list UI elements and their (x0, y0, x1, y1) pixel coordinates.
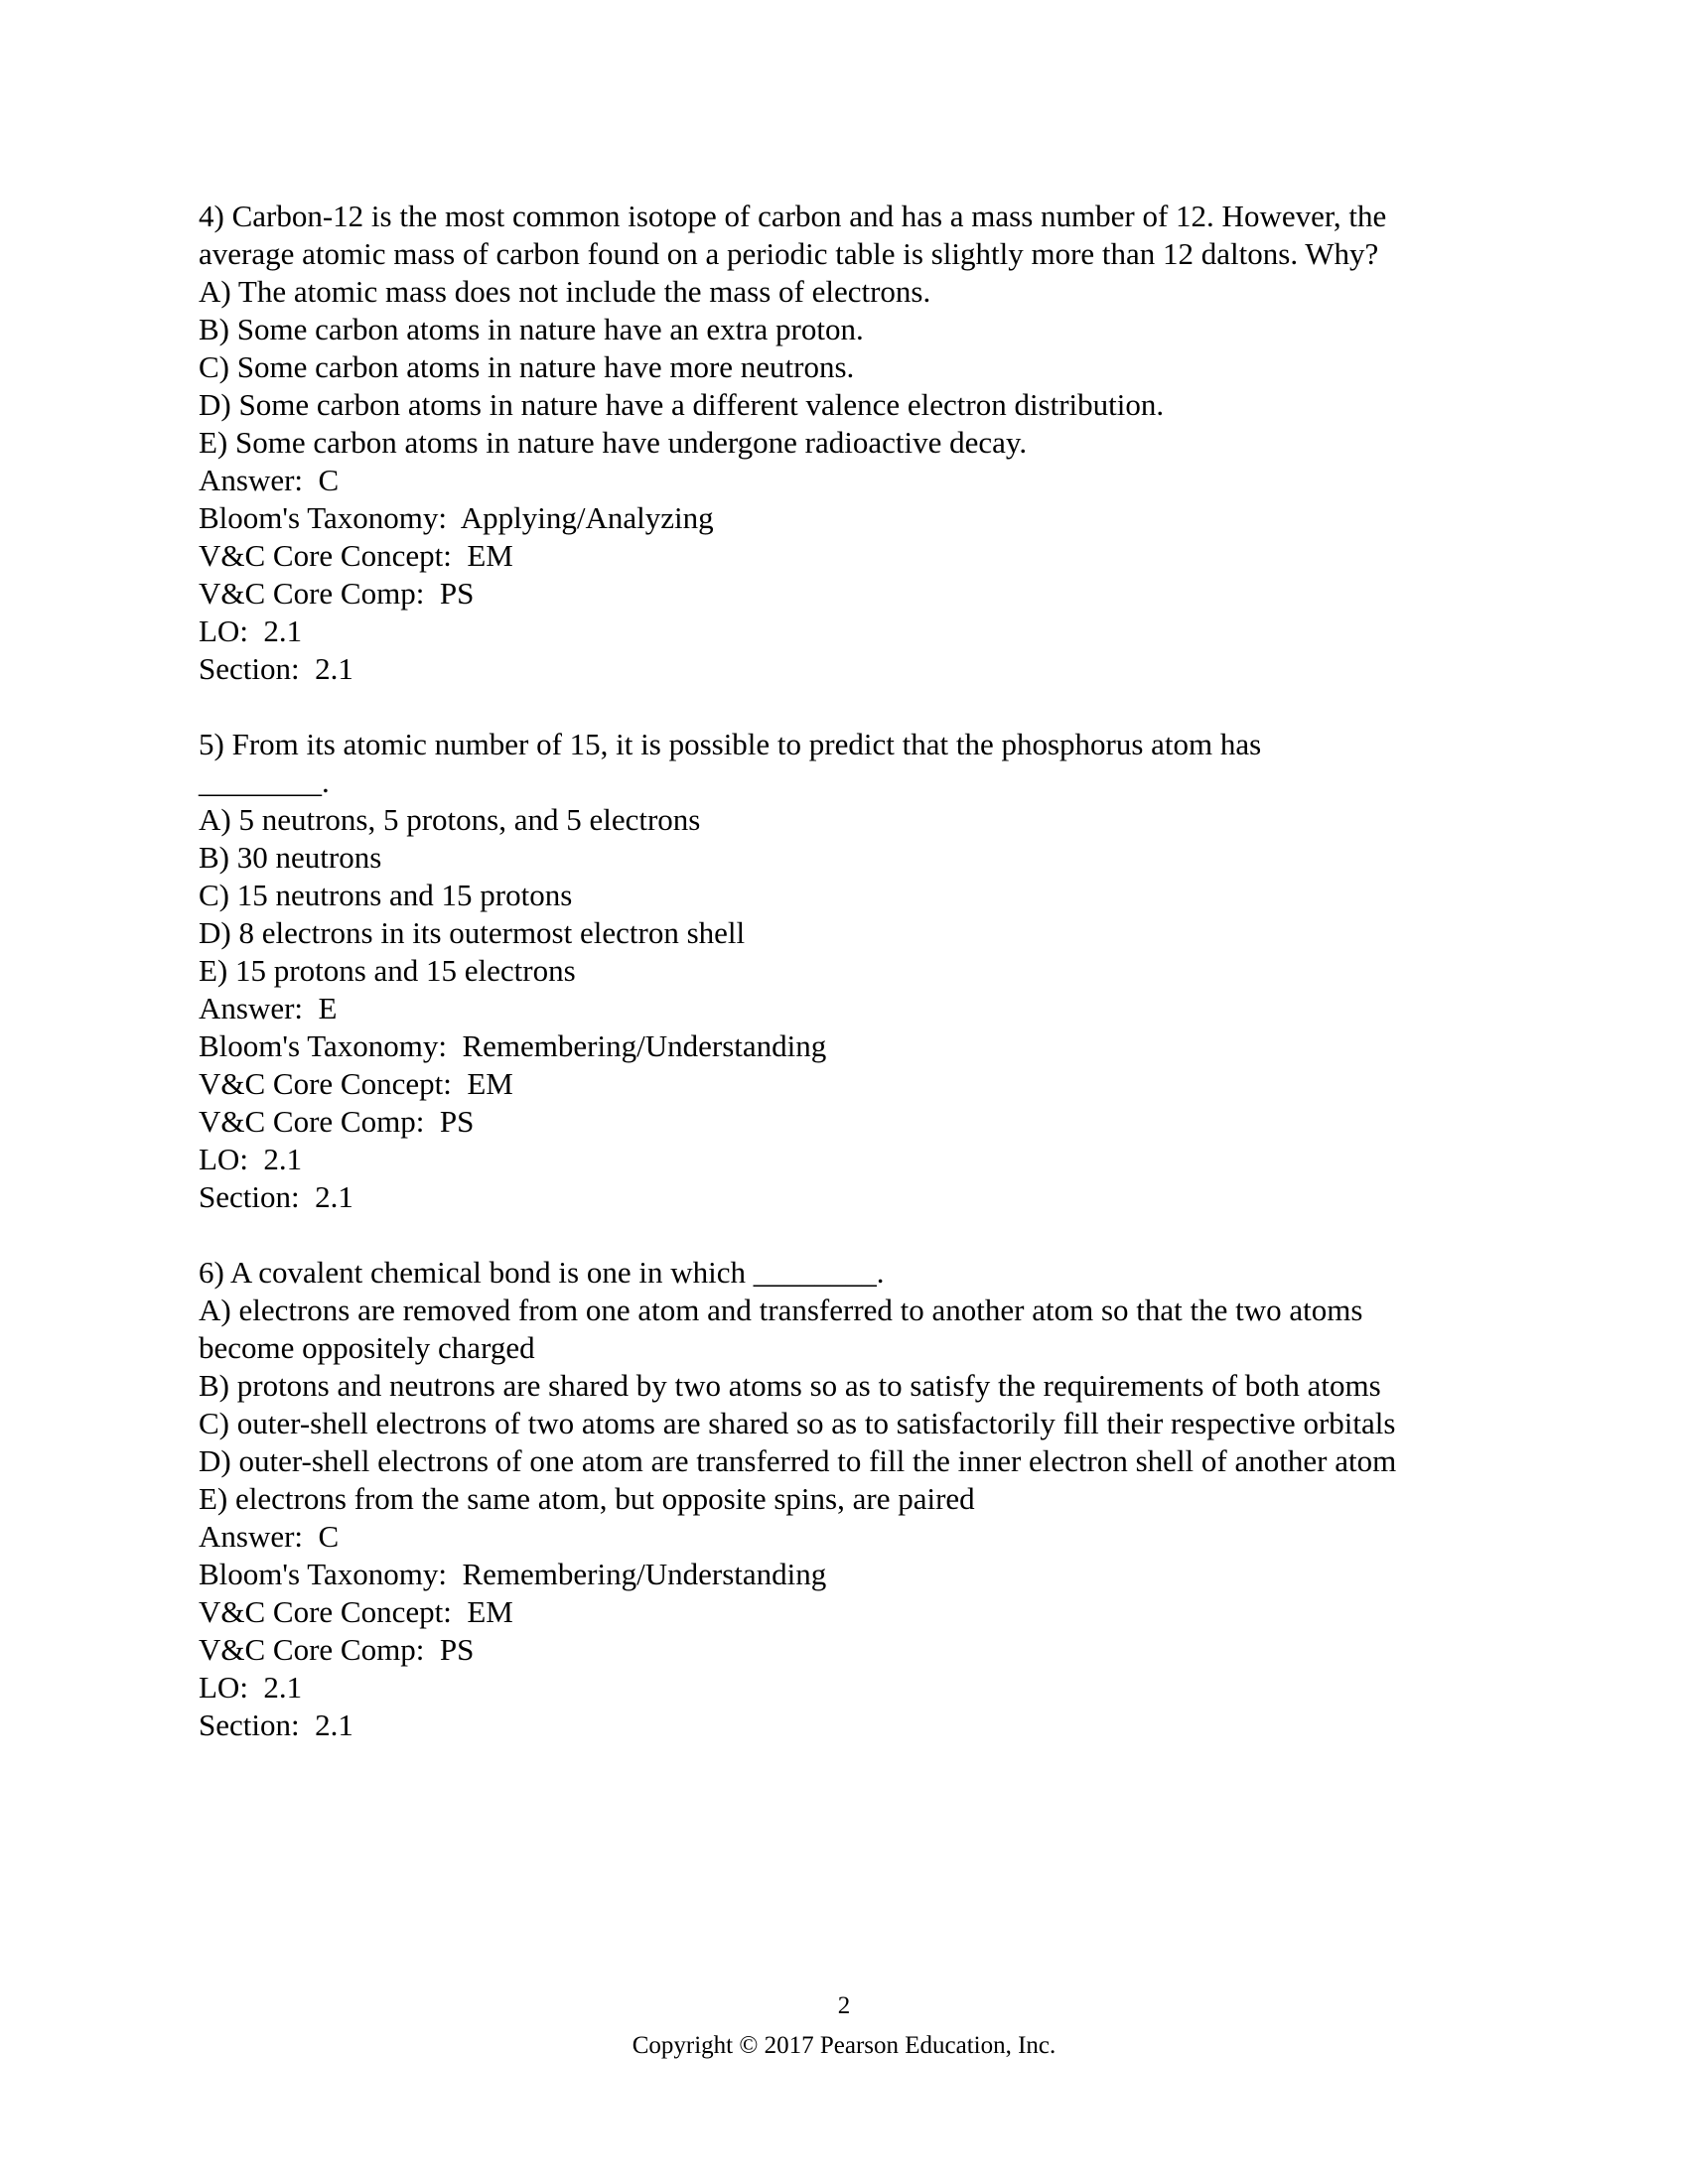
blooms-taxonomy: Bloom's Taxonomy: Applying/Analyzing (199, 500, 714, 535)
answer-choice: D) 8 electrons in its outermost electron shell (199, 915, 746, 950)
answer-choice: E) 15 protons and 15 electrons (199, 953, 576, 988)
section: Section: 2.1 (199, 1179, 353, 1214)
question-5 (199, 726, 1509, 1216)
answer-choice: D) outer-shell electrons of one atom are transferred to fill the inner electron shell of another atom (199, 1443, 1397, 1478)
copyright-notice: Copyright © 2017 Pearson Education, Inc. (632, 2032, 1056, 2059)
answer-choice: A) electrons are removed from one atom and transferred to another atom so that the two atoms (199, 1293, 1363, 1327)
answer-key: Answer: E (199, 991, 338, 1025)
core-comp: V&C Core Comp: PS (199, 1104, 475, 1139)
answer-choice: B) Some carbon atoms in nature have an extra proton. (199, 312, 864, 346)
learning-objective: LO: 2.1 (199, 1670, 303, 1705)
answer-choice: C) 15 neutrons and 15 protons (199, 878, 573, 912)
blooms-taxonomy: Bloom's Taxonomy: Remembering/Understanding (199, 1557, 827, 1591)
answer-choice: B) protons and neutrons are shared by two atoms so as to satisfy the requirements of both atoms (199, 1368, 1381, 1403)
page-number: 2 (837, 1992, 851, 2019)
blooms-taxonomy: Bloom's Taxonomy: Remembering/Understanding (199, 1028, 827, 1063)
answer-choice: A) The atomic mass does not include the mass of electrons. (199, 274, 931, 309)
learning-objective: LO: 2.1 (199, 1142, 303, 1176)
core-comp: V&C Core Comp: PS (199, 576, 475, 611)
answer-choice: become oppositely charged (199, 1330, 535, 1365)
answer-choice: D) Some carbon atoms in nature have a different valence electron distribution. (199, 387, 1165, 422)
answer-key: Answer: C (199, 463, 340, 497)
section: Section: 2.1 (199, 1707, 353, 1742)
answer-choice: E) Some carbon atoms in nature have undergone radioactive decay. (199, 425, 1028, 460)
question-stem-line: ________. (199, 764, 330, 799)
section: Section: 2.1 (199, 651, 353, 686)
question-stem-line: average atomic mass of carbon found on a periodic table is slightly more than 12 daltons. Why? (199, 236, 1379, 271)
question-4 (199, 198, 1509, 688)
answer-choice: E) electrons from the same atom, but opposite spins, are paired (199, 1481, 975, 1516)
question-stem-line: 4) Carbon-12 is the most common isotope of carbon and has a mass number of 12. However, the (199, 199, 1387, 233)
answer-choice: C) Some carbon atoms in nature have more neutrons. (199, 349, 855, 384)
core-concept: V&C Core Concept: EM (199, 1066, 513, 1101)
answer-choice: A) 5 neutrons, 5 protons, and 5 electrons (199, 802, 701, 837)
document-page (199, 198, 1509, 1782)
question-stem-line: 5) From its atomic number of 15, it is possible to predict that the phosphorus atom has (199, 727, 1262, 761)
core-concept: V&C Core Concept: EM (199, 538, 513, 573)
learning-objective: LO: 2.1 (199, 614, 303, 648)
answer-choice: B) 30 neutrons (199, 840, 382, 875)
answer-key: Answer: C (199, 1519, 340, 1554)
question-stem-line: 6) A covalent chemical bond is one in which ________. (199, 1255, 885, 1290)
core-concept: V&C Core Concept: EM (199, 1594, 513, 1629)
core-comp: V&C Core Comp: PS (199, 1632, 475, 1667)
answer-choice: C) outer-shell electrons of two atoms are shared so as to satisfactorily fill their respective orbitals (199, 1406, 1396, 1440)
question-6 (199, 1254, 1509, 1744)
